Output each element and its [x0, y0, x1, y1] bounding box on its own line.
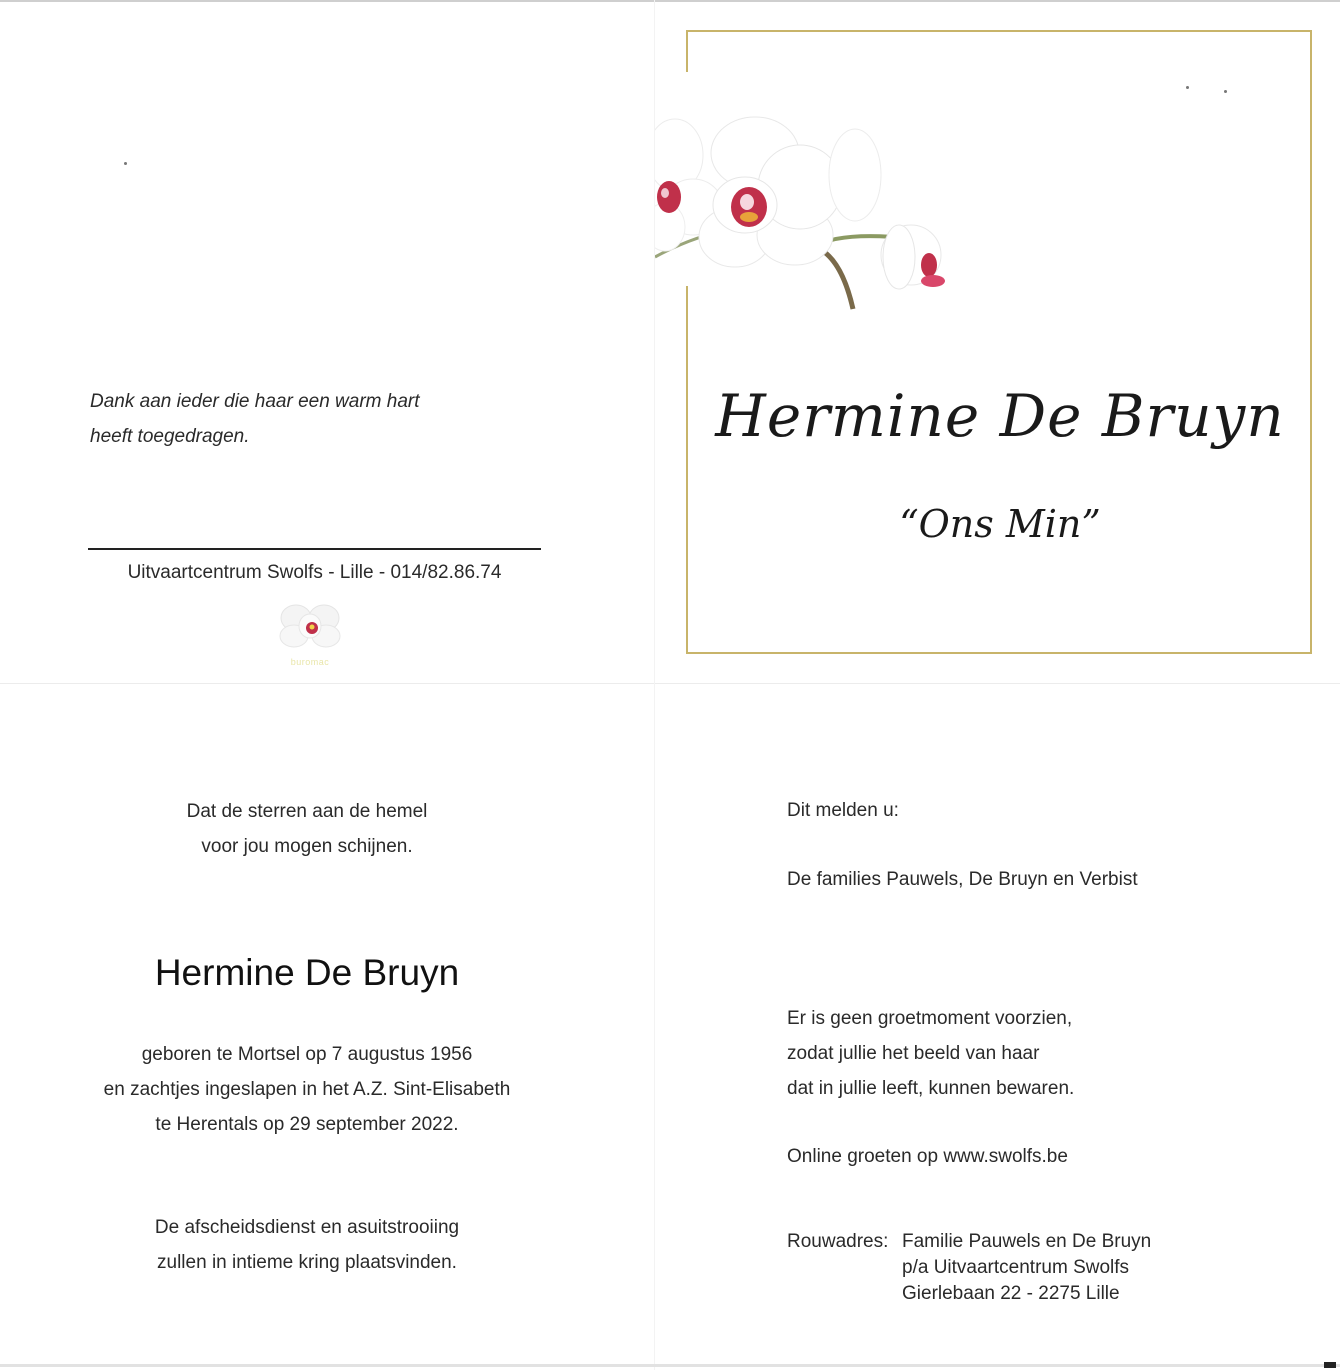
scan-corner-mark — [1324, 1362, 1336, 1368]
front-nickname: “Ons Min” — [899, 502, 1101, 546]
poem-text — [90, 794, 524, 864]
front-name: Hermine De Bruyn — [715, 382, 1285, 450]
orchid-branch-image — [655, 105, 955, 315]
service-line: zullen in intieme kring plaatsvinden. — [157, 1252, 457, 1273]
address-line: p/a Uitvaartcentrum Swolfs — [902, 1257, 1130, 1278]
service-line: De afscheidsdienst en asuitstrooiing — [154, 1217, 460, 1238]
scan-speck — [1224, 90, 1227, 93]
thanks-line: heeft toegedragen. — [90, 426, 250, 447]
address-label: Rouwadres: — [787, 1231, 889, 1252]
service-text — [60, 1210, 554, 1280]
thanks-text — [90, 384, 510, 454]
life-dates-line: en zachtjes ingeslapen in het A.Z. Sint-Elisabeth — [103, 1079, 511, 1100]
poem-line: voor jou mogen schijnen. — [201, 836, 413, 857]
divider-rule — [88, 548, 541, 550]
online-condolence-line: Online groeten op www.swolfs.be — [787, 1146, 1068, 1167]
orchid-logo-icon — [276, 598, 344, 654]
poem-line: Dat de sterren aan de hemel — [186, 801, 428, 822]
message-line: zodat jullie het beeld van haar — [787, 1043, 1040, 1064]
scan-top-edge — [0, 0, 1340, 2]
logo-caption: buromac — [290, 657, 330, 667]
scan-speck — [1186, 86, 1189, 89]
mourning-address — [787, 1229, 1151, 1307]
message-line: dat in jullie leeft, kunnen bewaren. — [787, 1078, 1075, 1099]
deceased-name: Hermine De Bruyn — [154, 952, 460, 993]
message-line: Er is geen groetmoment voorzien, — [787, 1008, 1073, 1029]
funeral-home-line: Uitvaartcentrum Swolfs - Lille - 014/82.86.74 — [127, 562, 502, 583]
address-line: Gierlebaan 22 - 2275 Lille — [902, 1283, 1120, 1304]
life-dates-line: geboren te Mortsel op 7 augustus 1956 — [141, 1044, 473, 1065]
scan-bottom-edge — [0, 1364, 1340, 1367]
message-text — [787, 1001, 1074, 1106]
thanks-line: Dank aan ieder die haar een warm hart — [90, 391, 420, 412]
card-fold-horizontal — [0, 683, 1340, 684]
families-line: De families Pauwels, De Bruyn en Verbist — [787, 869, 1138, 890]
life-dates-line: te Herentals op 29 september 2022. — [155, 1114, 459, 1135]
scan-speck — [124, 162, 127, 165]
announcement-intro: Dit melden u: — [787, 800, 899, 821]
life-dates-text — [60, 1037, 554, 1142]
address-line: Familie Pauwels en De Bruyn — [902, 1231, 1152, 1252]
